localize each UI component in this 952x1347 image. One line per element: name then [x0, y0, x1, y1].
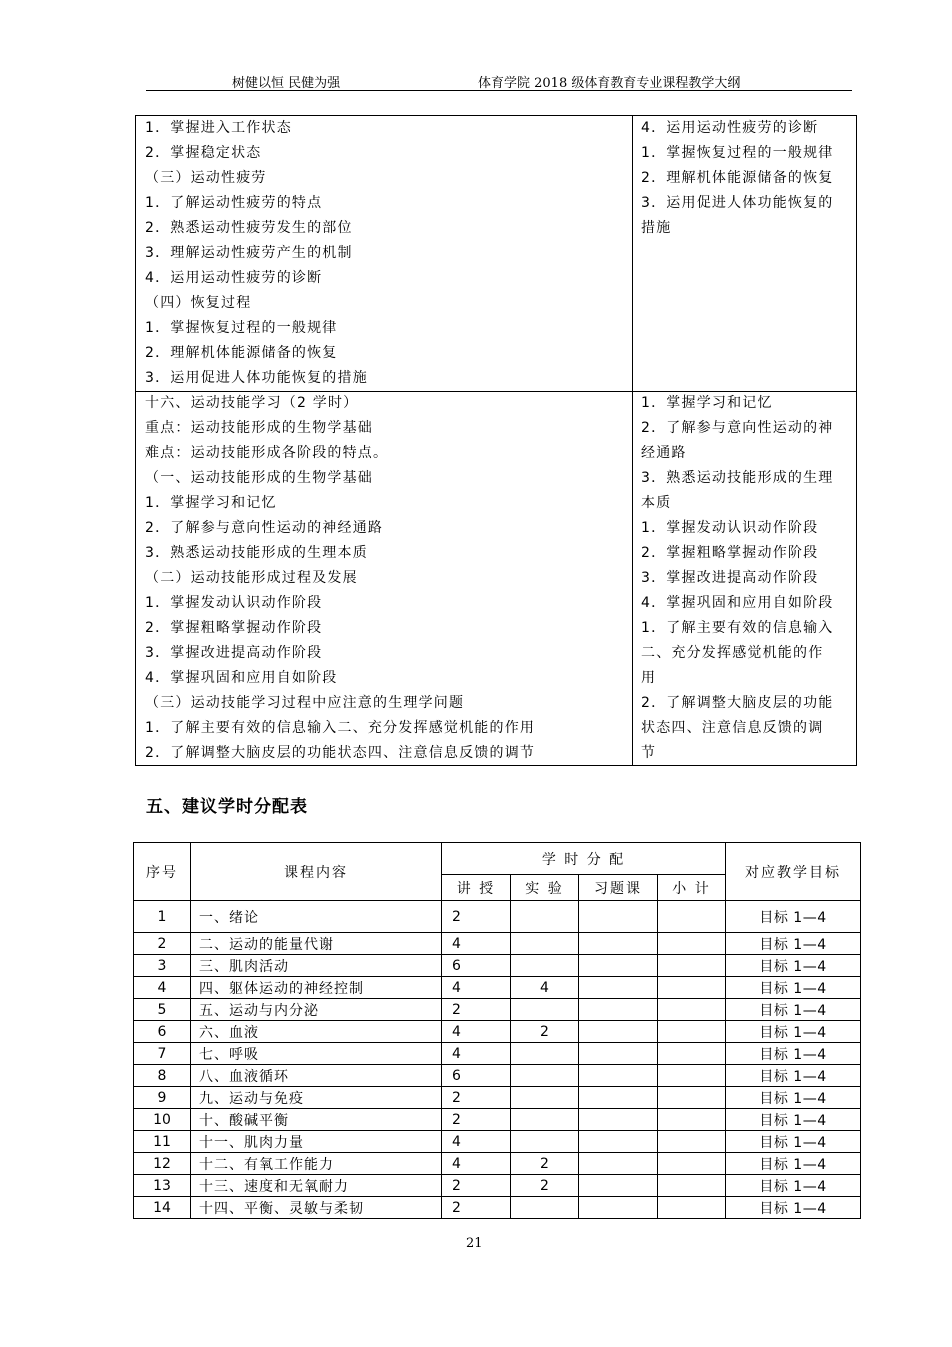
- outline-line: 节: [641, 745, 657, 761]
- row-exercise: [579, 1109, 658, 1131]
- row-lab: [511, 999, 579, 1021]
- outline-line: 1．了解主要有效的信息输入: [641, 620, 834, 636]
- outline-line: 1．掌握学习和记忆: [145, 495, 277, 511]
- row-goal: 目标 1—4: [726, 1197, 861, 1219]
- outline-line: 1．掌握进入工作状态: [145, 120, 292, 136]
- row-subtotal: [658, 999, 726, 1021]
- outline-line: 本质: [641, 495, 672, 511]
- row-content: 五、运动与内分泌: [191, 999, 442, 1021]
- outline-line: 重点：运动技能形成的生物学基础: [145, 420, 373, 436]
- row-lecture: 4: [442, 1153, 511, 1175]
- row-goal: 目标 1—4: [726, 1109, 861, 1131]
- header-lab: 实 验: [511, 875, 579, 901]
- row-content: 十四、平衡、灵敏与柔韧: [191, 1197, 442, 1219]
- outline-line: 3．熟悉运动技能形成的生理: [641, 470, 834, 486]
- outline-line: 4．运用运动性疲劳的诊断: [641, 120, 819, 136]
- row-exercise: [579, 1021, 658, 1043]
- row-no: 1: [134, 901, 191, 933]
- outline-line: 3．运用促进人体功能恢复的措施: [145, 370, 368, 386]
- row-subtotal: [658, 901, 726, 933]
- table-row: [134, 1065, 861, 1087]
- table-row: [134, 977, 861, 999]
- row-lecture: 4: [442, 1043, 511, 1065]
- outline-line: 1．了解主要有效的信息输入二、充分发挥感觉机能的作用: [145, 720, 536, 736]
- table-row: [134, 901, 861, 933]
- outline-cell-top-left: [145, 116, 368, 391]
- row-content: 三、肌肉活动: [191, 955, 442, 977]
- row-goal: 目标 1—4: [726, 1087, 861, 1109]
- row-no: 2: [134, 933, 191, 955]
- row-no: 11: [134, 1131, 191, 1153]
- row-exercise: [579, 977, 658, 999]
- row-goal: 目标 1—4: [726, 1043, 861, 1065]
- row-subtotal: [658, 1131, 726, 1153]
- outline-line: 二、充分发挥感觉机能的作: [641, 645, 824, 661]
- row-lecture: 2: [442, 901, 511, 933]
- row-lab: 2: [511, 1175, 579, 1197]
- row-subtotal: [658, 1087, 726, 1109]
- table-row: [134, 955, 861, 977]
- page-number: 21: [466, 1236, 483, 1251]
- row-content: 二、运动的能量代谢: [191, 933, 442, 955]
- row-exercise: [579, 901, 658, 933]
- row-exercise: [579, 1175, 658, 1197]
- row-subtotal: [658, 1109, 726, 1131]
- row-goal: 目标 1—4: [726, 1131, 861, 1153]
- outline-line: 3．掌握改进提高动作阶段: [641, 570, 819, 586]
- row-subtotal: [658, 1197, 726, 1219]
- header-lecture: 讲 授: [442, 875, 511, 901]
- outline-line: （一、运动技能形成的生物学基础: [145, 470, 373, 486]
- outline-line: 1．掌握学习和记忆: [641, 395, 773, 411]
- row-lab: [511, 955, 579, 977]
- row-exercise: [579, 1197, 658, 1219]
- row-subtotal: [658, 1021, 726, 1043]
- row-no: 7: [134, 1043, 191, 1065]
- row-exercise: [579, 1153, 658, 1175]
- table-row: [134, 1153, 861, 1175]
- outline-line: 1．了解运动性疲劳的特点: [145, 195, 323, 211]
- header-subtotal: 小 计: [658, 875, 726, 901]
- row-lecture: 6: [442, 955, 511, 977]
- outline-line: （三）运动性疲劳: [145, 170, 267, 186]
- row-lecture: 4: [442, 977, 511, 999]
- row-goal: 目标 1—4: [726, 955, 861, 977]
- outline-line: 2．了解参与意向性运动的神: [641, 420, 834, 436]
- row-exercise: [579, 1065, 658, 1087]
- row-no: 3: [134, 955, 191, 977]
- row-content: 十三、速度和无氧耐力: [191, 1175, 442, 1197]
- row-lecture: 4: [442, 1021, 511, 1043]
- row-subtotal: [658, 1175, 726, 1197]
- row-goal: 目标 1—4: [726, 977, 861, 999]
- row-lab: [511, 1087, 579, 1109]
- row-content: 八、血液循环: [191, 1065, 442, 1087]
- header-hours: 学 时 分 配: [442, 843, 726, 875]
- row-lecture: 2: [442, 1175, 511, 1197]
- row-subtotal: [658, 1043, 726, 1065]
- row-no: 8: [134, 1065, 191, 1087]
- row-exercise: [579, 1087, 658, 1109]
- row-lecture: 2: [442, 1087, 511, 1109]
- row-lab: [511, 1065, 579, 1087]
- outline-line: 2．熟悉运动性疲劳发生的部位: [145, 220, 353, 236]
- hours-allocation-body: [134, 901, 861, 1219]
- row-subtotal: [658, 1065, 726, 1087]
- table-row: [134, 933, 861, 955]
- row-no: 10: [134, 1109, 191, 1131]
- outline-line: 1．掌握恢复过程的一般规律: [145, 320, 338, 336]
- outline-line: 措施: [641, 220, 672, 236]
- outline-line: 3．掌握改进提高动作阶段: [145, 645, 323, 661]
- row-content: 一、绪论: [191, 901, 442, 933]
- row-content: 十、酸碱平衡: [191, 1109, 442, 1131]
- outline-line: 4．运用运动性疲劳的诊断: [145, 270, 323, 286]
- outline-line: 2．掌握粗略掌握动作阶段: [145, 620, 323, 636]
- row-lecture: 4: [442, 933, 511, 955]
- table-row: [134, 1109, 861, 1131]
- row-no: 5: [134, 999, 191, 1021]
- row-lecture: 6: [442, 1065, 511, 1087]
- outline-line: 2．理解机体能源储备的恢复: [641, 170, 834, 186]
- row-subtotal: [658, 933, 726, 955]
- row-no: 6: [134, 1021, 191, 1043]
- header-goal: 对应教学目标: [726, 843, 861, 901]
- row-lab: 2: [511, 1021, 579, 1043]
- outline-line: 用: [641, 670, 657, 686]
- row-content: 四、躯体运动的神经控制: [191, 977, 442, 999]
- outline-line: 2．了解调整大脑皮层的功能状态四、注意信息反馈的调节: [145, 745, 536, 761]
- row-exercise: [579, 999, 658, 1021]
- row-goal: 目标 1—4: [726, 1065, 861, 1087]
- row-subtotal: [658, 1153, 726, 1175]
- outline-line: （四）恢复过程: [145, 295, 252, 311]
- row-content: 十一、肌肉力量: [191, 1131, 442, 1153]
- row-exercise: [579, 955, 658, 977]
- outline-line: （三）运动技能学习过程中应注意的生理学问题: [145, 695, 465, 711]
- row-lecture: 4: [442, 1131, 511, 1153]
- row-no: 9: [134, 1087, 191, 1109]
- outline-line: 3．理解运动性疲劳产生的机制: [145, 245, 353, 261]
- header-rule: [146, 90, 852, 91]
- outline-table: [135, 115, 857, 766]
- outline-line: 经通路: [641, 445, 687, 461]
- header-exercise: 习题课: [579, 875, 658, 901]
- table-row: [134, 1043, 861, 1065]
- hours-allocation-table: [133, 842, 861, 1219]
- row-lab: [511, 1043, 579, 1065]
- row-lab: [511, 1109, 579, 1131]
- outline-cell-bottom-left: [145, 391, 535, 766]
- header-motto: 树健以恒 民健为强: [232, 76, 341, 91]
- row-no: 12: [134, 1153, 191, 1175]
- outline-line: （二）运动技能形成过程及发展: [145, 570, 358, 586]
- row-goal: 目标 1—4: [726, 1175, 861, 1197]
- table-row: [134, 1131, 861, 1153]
- table-row: [134, 999, 861, 1021]
- row-goal: 目标 1—4: [726, 999, 861, 1021]
- table-row: [134, 1197, 861, 1219]
- row-lab: [511, 933, 579, 955]
- row-no: 4: [134, 977, 191, 999]
- outline-line: 2．理解机体能源储备的恢复: [145, 345, 338, 361]
- outline-line: 1．掌握发动认识动作阶段: [145, 595, 323, 611]
- row-lab: 4: [511, 977, 579, 999]
- outline-line: 1．掌握发动认识动作阶段: [641, 520, 819, 536]
- outline-line: 3．熟悉运动技能形成的生理本质: [145, 545, 368, 561]
- row-exercise: [579, 1043, 658, 1065]
- row-content: 七、呼吸: [191, 1043, 442, 1065]
- row-subtotal: [658, 955, 726, 977]
- row-subtotal: [658, 977, 726, 999]
- outline-column-divider: [632, 116, 633, 765]
- outline-line: 2．了解参与意向性运动的神经通路: [145, 520, 384, 536]
- row-lab: [511, 1131, 579, 1153]
- table-row: [134, 1087, 861, 1109]
- outline-line: 状态四、注意信息反馈的调: [641, 720, 824, 736]
- row-content: 六、血液: [191, 1021, 442, 1043]
- table-row: [134, 1021, 861, 1043]
- row-no: 14: [134, 1197, 191, 1219]
- row-exercise: [579, 1131, 658, 1153]
- row-goal: 目标 1—4: [726, 1021, 861, 1043]
- row-goal: 目标 1—4: [726, 933, 861, 955]
- outline-line: 1．掌握恢复过程的一般规律: [641, 145, 834, 161]
- outline-line: 2．掌握稳定状态: [145, 145, 262, 161]
- header-content: 课程内容: [191, 843, 442, 901]
- outline-line: 2．了解调整大脑皮层的功能: [641, 695, 834, 711]
- header-document-title: 体育学院 2018 级体育教育专业课程教学大纲: [478, 76, 741, 91]
- outline-line: 2．掌握粗略掌握动作阶段: [641, 545, 819, 561]
- row-goal: 目标 1—4: [726, 901, 861, 933]
- row-lecture: 2: [442, 999, 511, 1021]
- outline-line: 4．掌握巩固和应用自如阶段: [145, 670, 338, 686]
- row-exercise: [579, 933, 658, 955]
- row-no: 13: [134, 1175, 191, 1197]
- row-lab: [511, 901, 579, 933]
- row-lab: 2: [511, 1153, 579, 1175]
- table-row: [134, 1175, 861, 1197]
- header-no: 序号: [134, 843, 191, 901]
- outline-cell-bottom-right: [641, 391, 834, 766]
- outline-line: 4．掌握巩固和应用自如阶段: [641, 595, 834, 611]
- row-content: 九、运动与免疫: [191, 1087, 442, 1109]
- outline-line: 十六、运动技能学习（2 学时）: [145, 395, 359, 411]
- outline-line: 3．运用促进人体功能恢复的: [641, 195, 834, 211]
- section-title: 五、建议学时分配表: [146, 797, 308, 817]
- outline-line: 难点：运动技能形成各阶段的特点。: [145, 445, 389, 461]
- outline-cell-top-right: [641, 116, 834, 241]
- row-content: 十二、有氧工作能力: [191, 1153, 442, 1175]
- row-lab: [511, 1197, 579, 1219]
- row-lecture: 2: [442, 1109, 511, 1131]
- row-goal: 目标 1—4: [726, 1153, 861, 1175]
- row-lecture: 2: [442, 1197, 511, 1219]
